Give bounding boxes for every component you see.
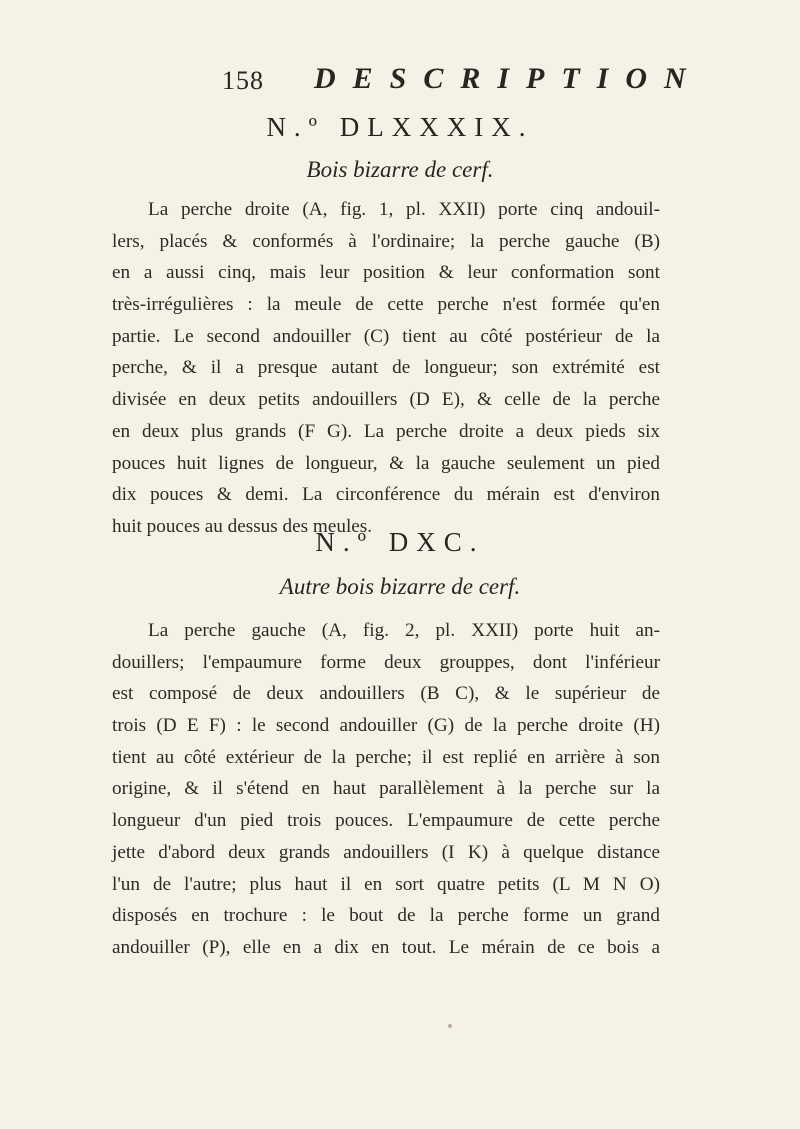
text-line: La perche gauche (A, fig. 2, pl. XXII) porte huit an- [148, 620, 660, 641]
text-line: trois (D E F) : le second andouiller (G) de la perche droite (H) [112, 715, 660, 737]
paper-speck [448, 1024, 452, 1028]
text-line: lers, placés & conformés à l'ordinaire; la perche gauche (B) [112, 230, 660, 252]
text-line: en a aussi cinq, mais leur position & leur conformation sont [112, 262, 660, 284]
text-line: longueur d'un pied trois pouces. L'empaumure de cette perche [112, 810, 660, 832]
entry-number: N.º DLXXXIX. [266, 112, 534, 142]
text-line: partie. Le second andouiller (C) tient au côté postérieur de la [112, 325, 660, 347]
entry-title: Bois bizarre de cerf. [306, 157, 494, 182]
text-line: est composé de deux andouillers (B C), & le supérieur de [112, 683, 660, 705]
text-line: tient au côté extérieur de la perche; il est replié en arrière à son [112, 746, 660, 768]
text-line: origine, & il s'étend en haut parallèlement à la perche sur la [112, 778, 660, 800]
text-line: dix pouces & demi. La circonférence du mérain est d'environ [112, 484, 660, 506]
text-line: disposés en trochure : le bout de la perche forme un grand [112, 905, 660, 927]
text-line: en deux plus grands (F G). La perche droite a deux pieds six [112, 420, 660, 442]
text-line: l'un de l'autre; plus haut il en sort quatre petits (L M N O) [112, 873, 660, 895]
text-line: La perche droite (A, fig. 1, pl. XXII) porte cinq andouil- [148, 199, 660, 220]
text-line: jette d'abord deux grands andouillers (I K) à quelque distance [112, 841, 660, 863]
text-line: huit pouces au dessus des meules. [112, 515, 373, 537]
text-line: pouces huit lignes de longueur, & la gauche seulement un pied [112, 452, 660, 474]
running-title: DESCRIPTION [314, 62, 703, 95]
entry-body [112, 194, 660, 543]
entry-number: N.º DXC. [315, 527, 485, 557]
text-line: douillers; l'empaumure forme deux grouppes, dont l'inférieur [112, 651, 660, 673]
text-line: perche, & il a presque autant de longueur; son extrémité est [112, 357, 660, 379]
page-number: 158 [222, 66, 264, 95]
running-head [222, 62, 703, 102]
entry-title: Autre bois bizarre de cerf. [279, 574, 521, 599]
text-line: andouiller (P), elle en a dix en tout. Le mérain de ce bois a [112, 936, 660, 958]
entry-body [112, 615, 660, 964]
text-line: très-irrégulières : la meule de cette perche n'est formée qu'en [112, 294, 660, 316]
text-line: divisée en deux petits andouillers (D E), & celle de la perche [112, 389, 660, 411]
